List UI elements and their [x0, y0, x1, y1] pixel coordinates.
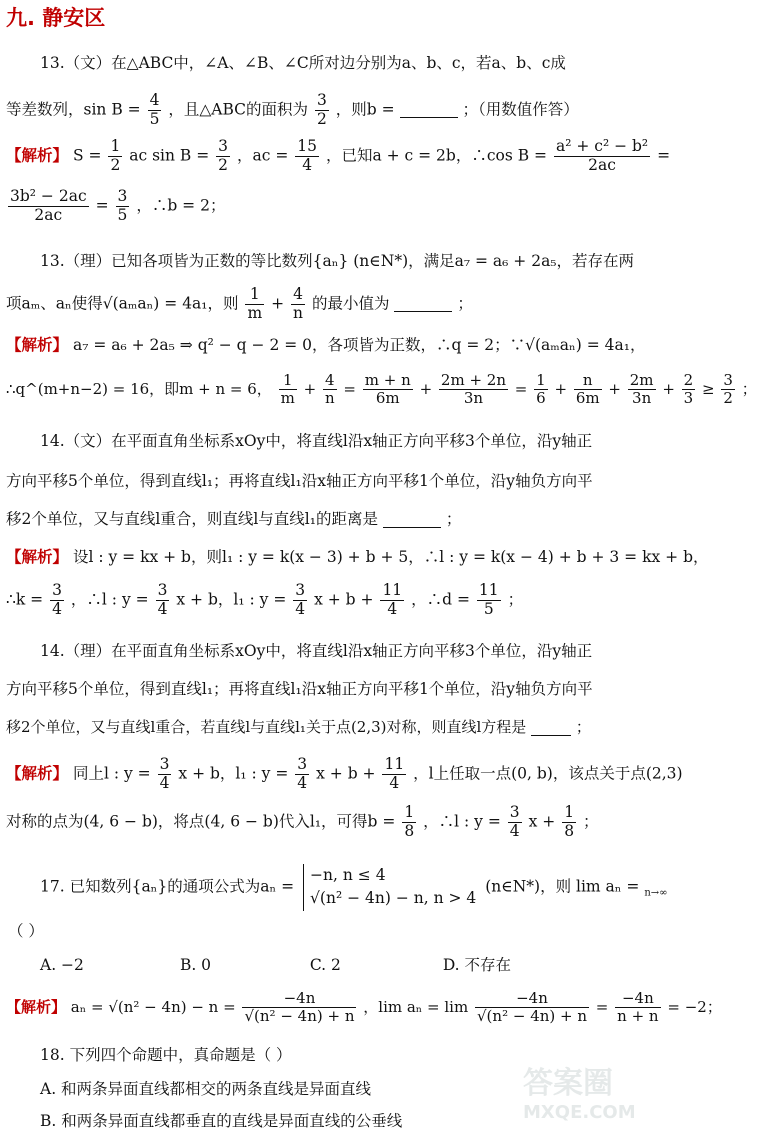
fraction: $\frac{1}{8}$: [564, 803, 575, 840]
text: =: [595, 997, 609, 1016]
text: =: [95, 196, 109, 215]
text: ，∴l : y =: [423, 812, 501, 831]
a13w-line1: [6, 138, 687, 175]
fraction: $\frac{1}{8}$: [404, 803, 415, 840]
text: ，且△ABC的面积为: [168, 100, 309, 119]
a13w-line2: [6, 188, 687, 225]
answer-blank: [531, 721, 571, 736]
fraction: $\frac{1}{m}$: [280, 371, 295, 408]
text: (n∈N*)，则 lim aₙ =: [485, 877, 640, 896]
text: a₇ = a₆ + 2a₅ ⇒ q² − q − 2 = 0，各项皆为正数，∴q = 2；∵√(aₘaₙ) = 4a₁，: [72, 336, 646, 354]
q17-paren: （ ）: [8, 922, 44, 940]
text: 项aₘ、aₙ使得√(aₘaₙ) = 4a₁，则: [6, 294, 239, 313]
fraction: $\frac{1}{6}$: [536, 371, 546, 408]
option-b: B. 0: [179, 956, 212, 974]
text: 等差数列，sin B =: [6, 100, 141, 119]
fraction: $\frac{4}{n}$: [293, 285, 304, 322]
q14w-line1: 14.（文）在平面直角坐标系xOy中，将直线l沿x轴正方向平移3个单位，沿y轴正: [40, 432, 593, 450]
text: ∴q^(m+n−2) = 16，即m + n = 6，: [6, 379, 272, 398]
fraction: $\frac{3}{4}$: [52, 581, 62, 618]
fraction: $\frac{3}{4}$: [509, 803, 520, 840]
lim-subscript: n→∞: [644, 887, 668, 899]
fraction: $\frac{3}{2}$: [723, 371, 733, 408]
text: 17. 已知数列{aₙ}的通项公式为aₙ =: [40, 877, 295, 896]
text: 移2个单位，又与直线l重合，若直线l与直线l₁关于点(2,3)对称，则直线l方程是: [6, 718, 527, 736]
fraction: $\frac{4}{5}$: [149, 91, 160, 128]
answer-blank: [400, 103, 458, 118]
a14w-line1: [6, 547, 709, 567]
fraction: $\frac{-4n}{\text{√(n² − 4n) + n}}$: [244, 989, 355, 1026]
piecewise-definition: −n, n ≤ 4 √(n² − 4n) − n, n > 4: [303, 864, 476, 911]
fraction: $\frac{m + n}{6m}$: [364, 371, 411, 408]
text: =: [657, 146, 671, 165]
text: ；: [575, 718, 591, 736]
text: x + b +: [314, 590, 374, 609]
text: +: [662, 379, 675, 398]
text: x + b，l₁ : y =: [176, 590, 287, 609]
a14w-line2: [6, 582, 687, 619]
q17-options: [40, 956, 721, 975]
fraction: $\frac{2m}{3n}$: [629, 371, 654, 408]
q14l-line3: [6, 718, 687, 736]
watermark-logo: [523, 1058, 673, 1128]
fraction: $\frac{3}{2}$: [218, 137, 229, 174]
fraction: $\frac{11}{4}$: [384, 755, 405, 792]
a17-line1: [6, 989, 722, 1026]
text: 同上l : y =: [72, 764, 151, 783]
option-d: D. 不存在: [442, 956, 512, 974]
text: ，lim aₙ = lim: [363, 997, 469, 1016]
fraction: $\frac{3}{5}$: [117, 187, 128, 224]
text: S =: [72, 146, 102, 165]
q14l-line1: 14.（理）在平面直角坐标系xOy中，将直线l沿x轴正方向平移3个单位，沿y轴正: [40, 642, 593, 660]
option-c: C. 2: [309, 956, 341, 974]
option-a: A. −2: [40, 956, 84, 974]
text: ac sin B =: [129, 146, 210, 165]
a13l-line2: [6, 371, 757, 408]
fraction: $\frac{4}{n}$: [324, 371, 335, 408]
q18-option-b: B. 和两条异面直线都垂直的直线是异面直线的公垂线: [40, 1112, 403, 1130]
text: ，∴l : y =: [70, 590, 149, 609]
fraction: $\frac{3}{4}$: [295, 581, 306, 618]
fraction: $\frac{2}{3}$: [683, 371, 694, 408]
text: +: [303, 379, 317, 398]
text: ；: [507, 590, 524, 609]
jiexi-label: 【解析】: [6, 547, 69, 566]
fraction: $\frac{11}{5}$: [478, 581, 499, 618]
text: ；（用数值作答）: [462, 100, 579, 119]
fraction: $\frac{3}{4}$: [159, 755, 170, 792]
q13l-line2: [6, 286, 687, 323]
text: 对称的点为(4, 6 − b)，将点(4, 6 − b)代入l₁，可得b =: [6, 812, 396, 831]
text: +: [271, 294, 285, 313]
fraction: $\frac{n}{6m}$: [575, 371, 600, 408]
text: =: [343, 379, 356, 398]
text: ∴k =: [6, 590, 44, 609]
text: aₙ = √(n² − 4n) − n =: [70, 997, 236, 1016]
text: 移2个单位，又与直线l重合，则直线l与直线l₁的距离是: [6, 510, 378, 528]
q13w-line1: 13.（文）在△ABC中，∠A、∠B、∠C所对边分别为a、b、c，若a、b、c成: [40, 54, 566, 72]
a14l-line1: [6, 756, 687, 793]
fraction: $\frac{3}{2}$: [316, 91, 327, 128]
fraction: $\frac{1}{2}$: [110, 137, 121, 174]
jiexi-label: 【解析】: [6, 145, 69, 165]
text: ；: [741, 379, 757, 398]
fraction: $\frac{-4n}{\text{√(n² − 4n) + n}}$: [477, 989, 588, 1026]
q14w-line2: 方向平移5个单位，得到直线l₁；再将直线l₁沿x轴正方向平移1个单位，沿y轴负方向平: [6, 472, 593, 490]
text: = −2；: [667, 997, 722, 1016]
jiexi-label: 【解析】: [6, 997, 67, 1016]
watermark-text: 答案圈: [523, 1066, 613, 1101]
fraction: $\frac{\text{a² + c² − b²}}{2ac}$: [555, 137, 649, 174]
text: ；: [445, 510, 462, 528]
q14l-line2: 方向平移5个单位，得到直线l₁；再将直线l₁沿x轴正方向平移1个单位，沿y轴负方向平: [6, 680, 593, 698]
watermark-url: MXQE.COM: [523, 1102, 636, 1123]
fraction: $\frac{11}{4}$: [382, 581, 403, 618]
text: x + b +: [316, 764, 376, 783]
text: 的最小值为: [311, 294, 390, 313]
q13l-line1: 13.（理）已知各项皆为正数的等比数列{aₙ} (n∈N*)，满足a₇ = a₆ + 2a₅，若存在两: [40, 252, 635, 270]
text: ；: [457, 294, 473, 313]
text: ，ac =: [236, 146, 289, 165]
text: +: [608, 379, 621, 398]
fraction: $\frac{3}{4}$: [297, 755, 308, 792]
text: x + b，l₁ : y =: [178, 764, 289, 783]
text: ，l上任取一点(0, b)，该点关于点(2,3): [413, 764, 683, 783]
text: ；: [583, 812, 599, 831]
fraction: $\frac{15}{4}$: [297, 137, 317, 174]
fraction: $\frac{\text{3b² − 2ac}}{2ac}$: [10, 187, 87, 224]
text: x +: [528, 812, 556, 831]
text: ，∴d =: [411, 590, 470, 609]
q13w-line2: [6, 92, 687, 129]
jiexi-label: 【解析】: [6, 335, 69, 354]
fraction: $\frac{3}{4}$: [157, 581, 168, 618]
text: +: [419, 379, 433, 398]
answer-blank: [394, 297, 452, 312]
q17-line1: [40, 864, 721, 911]
q14w-line3: [6, 510, 687, 529]
q18-line1: 18. 下列四个命题中，真命题是（ ）: [40, 1046, 292, 1064]
jiexi-label: 【解析】: [6, 763, 69, 783]
text: ，∴b = 2；: [136, 196, 226, 215]
fraction: $\frac{2m + 2n}{3n}$: [440, 371, 506, 408]
text: =: [514, 379, 528, 398]
a13l-line1: [6, 336, 687, 355]
a14l-line2: [6, 804, 687, 841]
answer-blank: [383, 513, 441, 528]
fraction: $\frac{1}{m}$: [247, 285, 263, 322]
fraction: $\frac{-4n}{n + n}$: [617, 989, 659, 1026]
text: 设l : y = kx + b，则l₁ : y = k(x − 3) + b + 5，∴l : y = k(x − 4) + b + 3 = kx + b，: [72, 548, 709, 566]
text: +: [554, 379, 568, 398]
text: ，已知a + c = 2b，∴cos B =: [325, 146, 548, 165]
text: ≥: [702, 379, 715, 398]
text: ，则b =: [335, 100, 395, 119]
q18-option-a: A. 和两条异面直线都相交的两条直线是异面直线: [40, 1080, 372, 1098]
section-title: 九. 静安区: [6, 6, 106, 30]
